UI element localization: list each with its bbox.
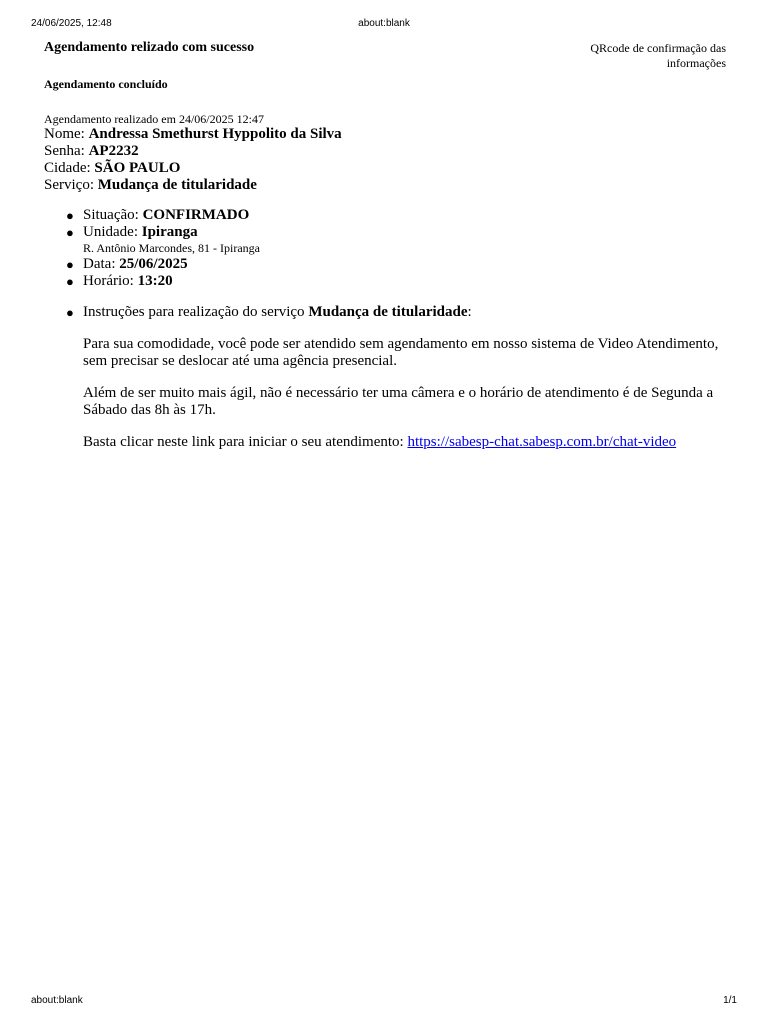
unit-value: Ipiranga bbox=[141, 224, 198, 240]
instructions-paragraph-1: Para sua comodidade, você pode ser atendido sem agendamento em nosso sistema de Video Atendimento, sem precisar se deslocar até uma agência presencial. bbox=[83, 336, 719, 369]
page-title: Agendamento relizado com sucesso bbox=[44, 40, 255, 55]
time-value: 13:20 bbox=[137, 273, 173, 289]
city-label: Cidade: bbox=[44, 160, 91, 176]
booking-info bbox=[44, 126, 342, 194]
list-item-unit bbox=[66, 224, 260, 256]
bullet-icon: ● bbox=[66, 274, 74, 289]
password-row bbox=[44, 143, 342, 160]
bullet-icon: ● bbox=[66, 257, 74, 272]
name-row bbox=[44, 126, 342, 143]
print-header-datetime: 24/06/2025, 12:48 bbox=[31, 18, 112, 29]
unit-address: R. Antônio Marcondes, 81 - Ipiranga bbox=[83, 241, 260, 255]
list-item-time bbox=[66, 273, 260, 290]
name-label: Nome: bbox=[44, 126, 85, 142]
password-value: AP2232 bbox=[88, 143, 139, 159]
bullet-icon: ● bbox=[66, 225, 74, 240]
print-header-url: about:blank bbox=[358, 18, 410, 29]
unit-label: Unidade: bbox=[83, 224, 138, 240]
instructions-colon: : bbox=[467, 304, 472, 320]
date-value: 25/06/2025 bbox=[119, 256, 188, 272]
date-label: Data: bbox=[83, 256, 116, 272]
bullet-icon: ● bbox=[66, 305, 74, 320]
print-footer-page-number: 1/1 bbox=[723, 995, 737, 1006]
instructions-paragraph-2: Além de ser muito mais ágil, não é necessário ter uma câmera e o horário de atendimento é de Segunda a Sábado das 8h às 17h. bbox=[83, 385, 714, 418]
city-row bbox=[44, 160, 342, 177]
name-value: Andressa Smethurst Hyppolito da Silva bbox=[88, 126, 342, 142]
service-row bbox=[44, 177, 342, 194]
instructions bbox=[44, 304, 726, 451]
service-label: Serviço: bbox=[44, 177, 94, 193]
instructions-heading bbox=[66, 304, 726, 321]
section-subtitle: Agendamento concluído bbox=[44, 77, 168, 91]
qrcode-caption: QRcode de confirmação das informações bbox=[590, 41, 726, 70]
instructions-intro: Instruções para realização do serviço bbox=[83, 304, 305, 320]
instructions-paragraph-3 bbox=[83, 434, 726, 451]
video-chat-link[interactable]: https://sabesp-chat.sabesp.com.br/chat-video bbox=[407, 434, 677, 450]
instructions-service: Mudança de titularidade bbox=[308, 304, 468, 320]
service-value: Mudança de titularidade bbox=[97, 177, 257, 193]
details-list bbox=[44, 207, 260, 290]
list-item-status bbox=[66, 207, 260, 224]
scheduled-at-text: Agendamento realizado em 24/06/2025 12:47 bbox=[44, 112, 264, 126]
print-footer-url: about:blank bbox=[31, 995, 83, 1006]
time-label: Horário: bbox=[83, 273, 134, 289]
city-value: SÃO PAULO bbox=[94, 160, 181, 176]
link-intro-text: Basta clicar neste link para iniciar o seu atendimento: bbox=[83, 434, 404, 450]
list-item-date bbox=[66, 256, 260, 273]
password-label: Senha: bbox=[44, 143, 85, 159]
status-label: Situação: bbox=[83, 207, 139, 223]
bullet-icon: ● bbox=[66, 208, 74, 223]
status-value: CONFIRMADO bbox=[142, 207, 250, 223]
